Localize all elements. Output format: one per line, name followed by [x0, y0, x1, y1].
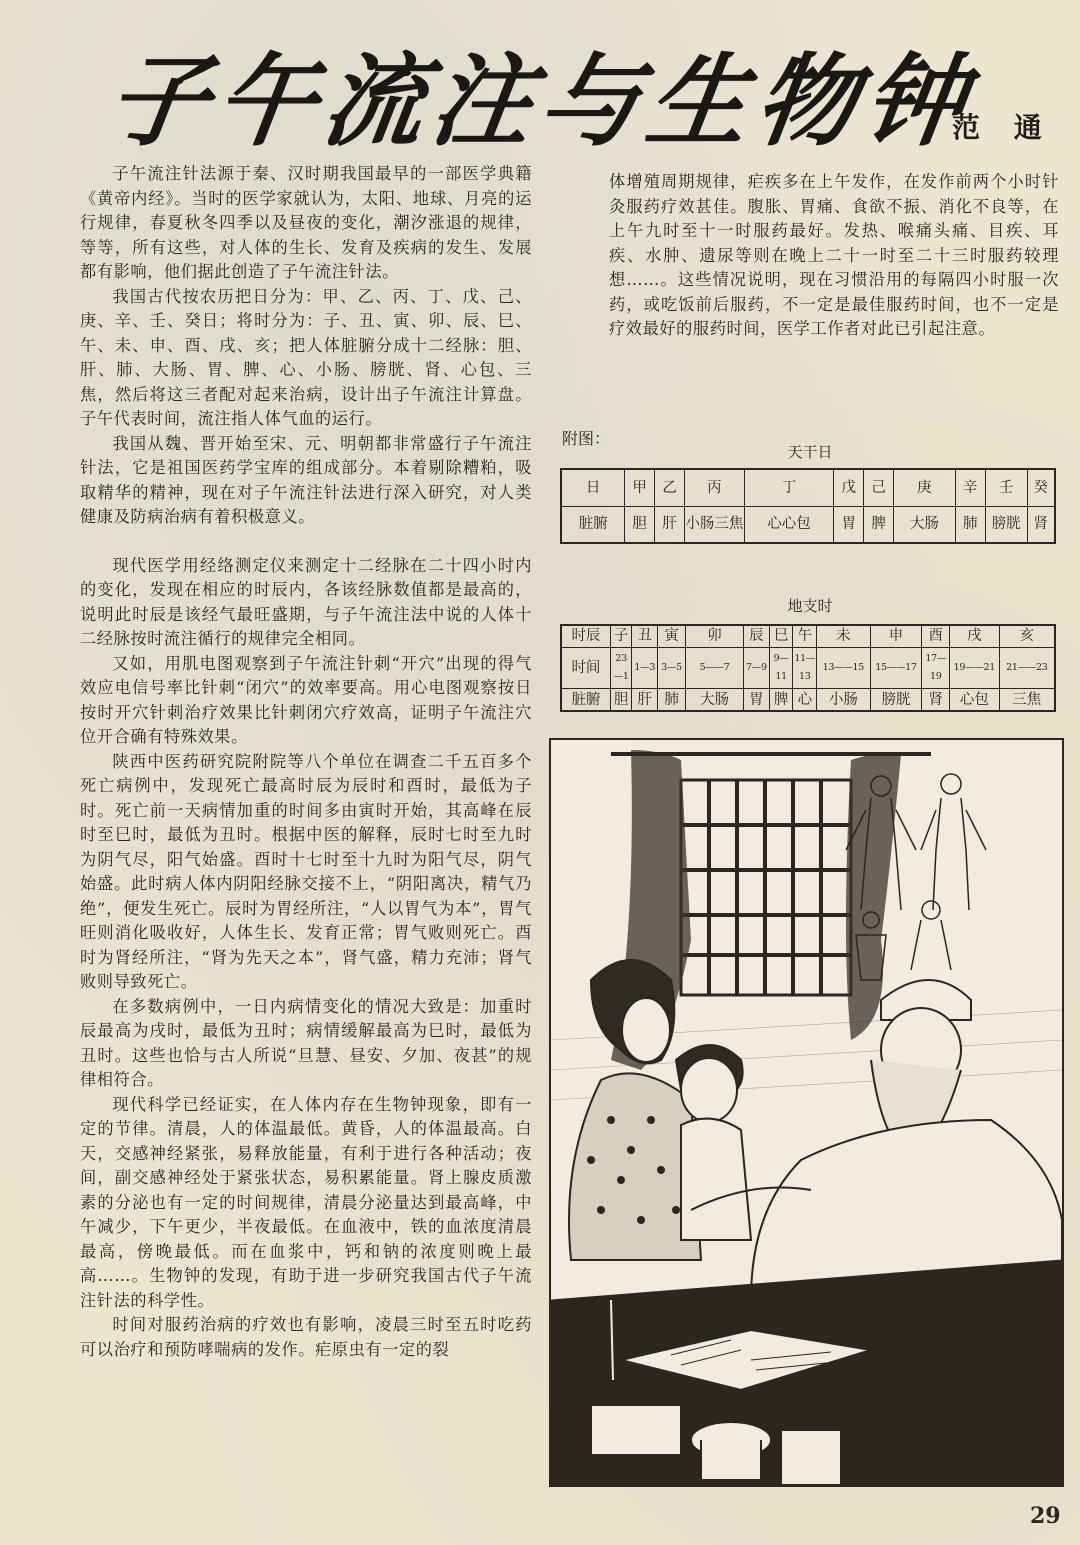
paragraph: 我国古代按农历把日分为：甲、乙、丙、丁、戊、己、庚、辛、壬、癸日；将时分为：子、丑、寅、卯、辰、巳、午、未、申、酉、戌、亥；把人体脏腑分成十二经脉：胆、肝、肺、大肠、胃、脾、心、小肠、膀胱、肾、心包、三焦，然后将这三者配对起来治病，设计出子午流注计算盘。子午代表时间，流注指人体气血的运行。	[80, 286, 532, 428]
paragraph: 时间对服药治病的疗效也有影响，凌晨三时至五时吃药可以治疗和预防哮喘病的发作。疟原虫有一定的裂	[80, 1315, 532, 1359]
table-cell: 未	[817, 625, 871, 647]
table-cell: 大肠	[894, 506, 956, 543]
table-cell: 肝	[632, 689, 658, 711]
table-cell: 3—5	[658, 647, 686, 689]
table-cell: 11—13	[793, 647, 817, 689]
table-cell: 小肠三焦	[685, 506, 745, 543]
table-cell: 子	[610, 625, 631, 647]
table-cell: 脏腑	[561, 689, 610, 711]
table-cell: 肝	[655, 506, 685, 543]
table-cell: 己	[864, 469, 894, 506]
child-figure	[676, 1045, 751, 1240]
table-cell: 大肠	[686, 689, 744, 711]
tiangan-organ-row	[561, 506, 1055, 543]
table-cell: 辛	[955, 469, 985, 506]
table-cell: 肾	[1027, 506, 1055, 543]
table-cell: 膀胱	[870, 689, 922, 711]
table-cell: 17—19	[922, 647, 950, 689]
desk	[551, 1260, 1062, 1485]
table-cell: 日	[561, 469, 625, 506]
table-cell: 三焦	[999, 689, 1055, 711]
table-cell: 胃	[834, 506, 864, 543]
dizhi-table	[560, 624, 1056, 712]
paragraph: 子午流注针法源于秦、汉时期我国最早的一部医学典籍《黄帝内经》。当时的医学家就认为，太阳、地球、月亮的运行规律，春夏秋冬四季以及昼夜的变化，潮汐涨退的规律，等等，所有这些，对人体的生长、发育及疾病的发生、发展都有影响，他们据此创造了子午流注针法。	[80, 164, 532, 281]
table-cell: 午	[793, 625, 817, 647]
table-cell: 肾	[922, 689, 950, 711]
table-cell: 21——23	[999, 647, 1055, 689]
table-cell: 肺	[658, 689, 686, 711]
tiangan-caption: 天干日	[787, 443, 833, 461]
figure-label: 附图：	[562, 429, 611, 448]
paragraph: 体增殖周期规律，疟疾多在上午发作，在发作前两个小时针灸服药疗效甚佳。腹胀、胃痛、食欲不振、消化不良等，在上午九时至十一时服药最好。发热、喉痛头痛、目疾、耳疾、水肿、遗尿等则在晚上二十一时至二十三时服药较理想……。这些情况说明，现在习惯沿用的每隔四小时服一次药，或吃饭前后服药，不一定是最佳服药时间，也不一定是疗效最好的服药时间，医学工作者对此已引起注意。	[609, 172, 1059, 338]
table-cell: 时辰	[561, 625, 610, 647]
table-cell: 肺	[955, 506, 985, 543]
table-cell: 13——15	[817, 647, 871, 689]
table-cell: 戊	[834, 469, 864, 506]
table-cell: 壬	[985, 469, 1027, 506]
table-cell: 辰	[744, 625, 770, 647]
author-name: 范 通	[952, 111, 1054, 144]
table-cell: 癸	[1027, 469, 1055, 506]
paragraph: 现代科学已经证实，在人体内存在生物钟现象，即有一定的节律。清晨，人的体温最低。黄昏，人的体温最高。白天，交感神经紧张，易释放能量，有利于进行各种活动；夜间，副交感神经处于紧张状态，易积累能量。肾上腺皮质激素的分泌也有一定的时间规律，清晨分泌量达到最高峰，中午减少，下午更少，半夜最低。在血液中，铁的血浓度清晨最高，傍晚最低。而在血浆中，钙和钠的浓度则晚上最高……。生物钟的发现，有助于进一步研究我国古代子午流注针法的科学性。	[80, 1094, 532, 1310]
table-cell: 脾	[769, 689, 793, 711]
table-cell: 9—11	[769, 647, 793, 689]
table-cell: 23—1	[610, 647, 631, 689]
table-cell: 7—9	[744, 647, 770, 689]
right-column	[609, 170, 1059, 342]
table-cell: 胆	[625, 506, 655, 543]
paragraph: 又如，用肌电图观察到子午流注针刺“开穴”出现的得气效应电信号率比针刺“闭穴”的效率要高。用心电图观察按日按时开穴针刺治疗效果比针刺闭穴疗效高，证明子午流注穴位开合确有特殊效果。	[80, 653, 532, 746]
table-cell: 丙	[685, 469, 745, 506]
table-cell: 脾	[864, 506, 894, 543]
table-cell: 亥	[999, 625, 1055, 647]
table-cell: 脏腑	[561, 506, 625, 543]
table-cell: 膀胱	[985, 506, 1027, 543]
dizhi-organ-row	[561, 689, 1055, 711]
table-cell: 申	[870, 625, 922, 647]
table-cell: 心	[793, 689, 817, 711]
table-cell: 19——21	[950, 647, 999, 689]
table-cell: 心心包	[744, 506, 834, 543]
dizhi-header-row	[561, 625, 1055, 647]
table-cell: 乙	[655, 469, 685, 506]
paragraph: 我国从魏、晋开始至宋、元、明朝都非常盛行子午流注针法，它是祖国医药学宝库的组成部分。本着剔除糟粕，吸取精华的精神，现在对子午流注针法进行深入研究，对人类健康及防病治病有着积极意义。	[80, 433, 532, 526]
table-cell: 戌	[950, 625, 999, 647]
table-cell: 庚	[894, 469, 956, 506]
doctor-patient-illustration	[551, 740, 1062, 1485]
table-cell: 丑	[632, 625, 658, 647]
illustration	[549, 738, 1064, 1487]
paragraph: 现代医学用经络测定仪来测定十二经脉在二十四小时内的变化，发现在相应的时辰内，各该经脉数值都是最高的，说明此时辰是该经气最旺盛期，与子午流注法中说的人体十二经脉按时流注循行的规律完全相同。	[80, 555, 532, 648]
dizhi-time-row	[561, 647, 1055, 689]
table-cell: 巳	[769, 625, 793, 647]
table-cell: 5——7	[686, 647, 744, 689]
paragraph: 陕西中医药研究院附院等八个单位在调查二千五百多个死亡病例中，发现死亡最高时辰为辰时和酉时，最低为子时。死亡前一天病情加重的时间多由寅时开始，其高峰在辰时至巳时，最低为丑时。根据中医的解释，辰时七时至九时为阴气尽，阳气始盛。酉时十七时至十九时为阳气尽，阴气始盛。此时病人体内阴阳经脉交接不上，“阴阳离决，精气乃绝”，便发生死亡。辰时为胃经所注，“人以胃气为本”，胃气旺则消化吸收好，人体生长、发育正常；胃气败则死亡。酉时为肾经所注，“肾为先天之本”，肾气盛，精力充沛；肾气败则导致死亡。	[80, 751, 532, 991]
table-cell: 酉	[922, 625, 950, 647]
table-cell: 15——17	[870, 647, 922, 689]
table-cell: 小肠	[817, 689, 871, 711]
table-cell: 胃	[744, 689, 770, 711]
article-title: 子午流注与生物钟	[99, 43, 981, 160]
tiangan-header-row	[561, 469, 1055, 506]
table-cell: 丁	[744, 469, 834, 506]
table-cell: 寅	[658, 625, 686, 647]
table-cell: 胆	[610, 689, 631, 711]
table-cell: 甲	[625, 469, 655, 506]
tiangan-table	[560, 468, 1056, 544]
table-cell: 卯	[686, 625, 744, 647]
table-cell: 心包	[950, 689, 999, 711]
table-cell: 1—3	[632, 647, 658, 689]
paragraph: 在多数病例中，一日内病情变化的情况大致是：加重时辰最高为戌时，最低为丑时；病情缓解最高为巳时，最低为丑时。这些也恰与古人所说“旦慧、昼安、夕加、夜甚”的规律相符合。	[80, 996, 532, 1089]
left-column	[80, 162, 532, 1362]
table-cell: 时间	[561, 647, 610, 689]
page-number: 29	[1030, 1503, 1061, 1529]
dizhi-caption: 地支时	[787, 597, 833, 615]
